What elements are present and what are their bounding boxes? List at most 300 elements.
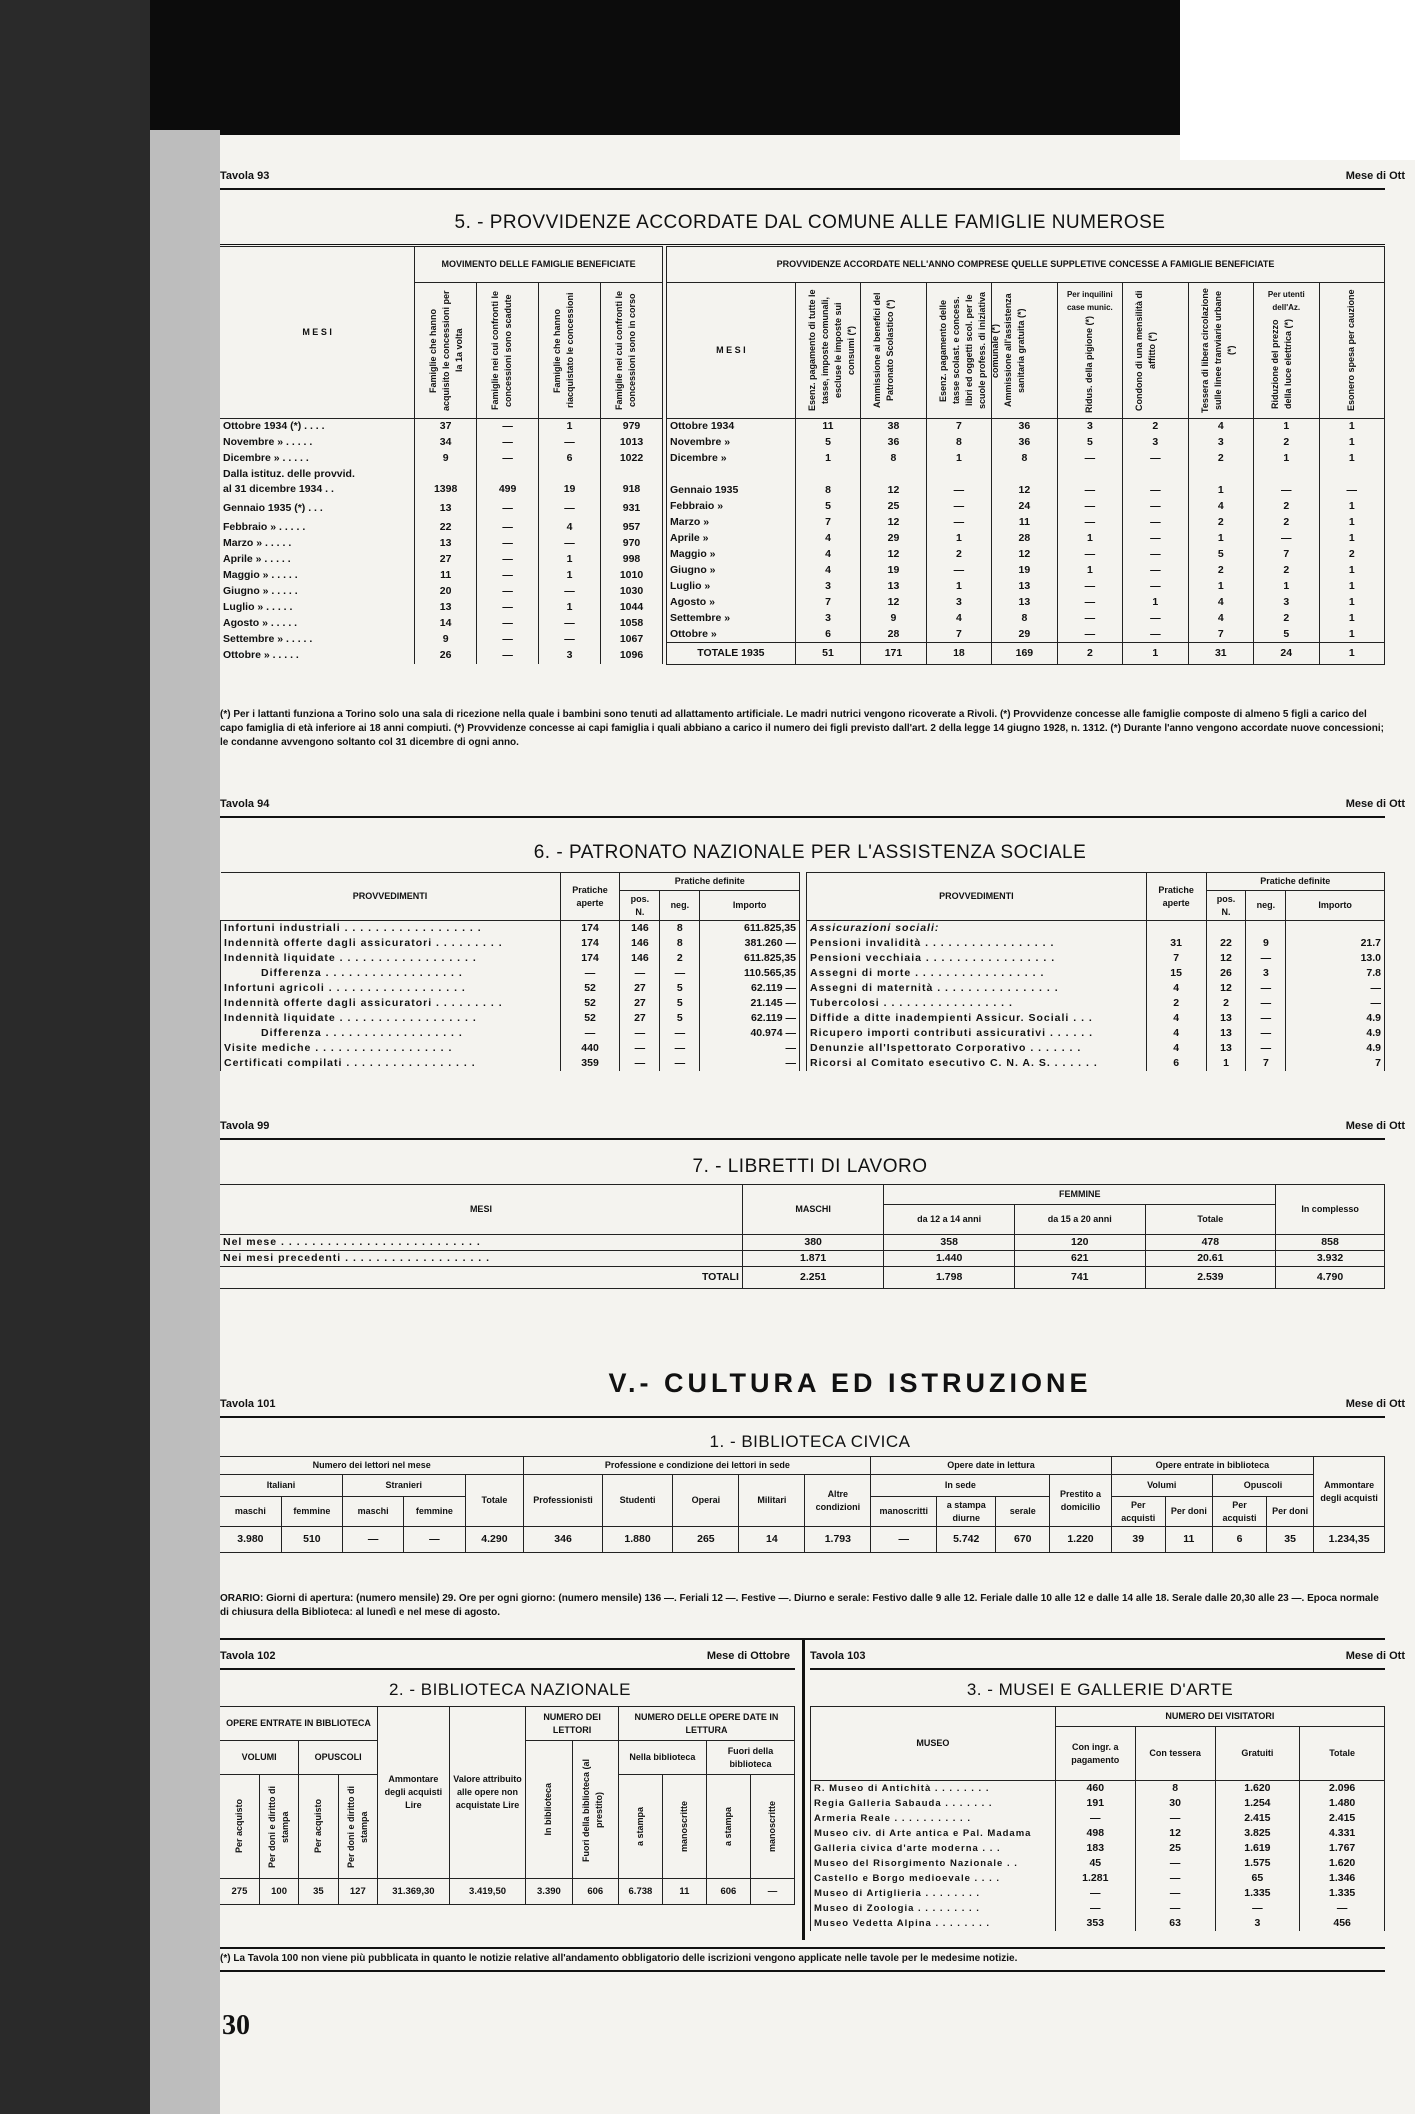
table-cell: [1286, 921, 1385, 937]
row-label: Ricorsi al Comitato esecutivo C. N. A. S. . . . . . .: [807, 1056, 1147, 1071]
table-cell: 1: [1319, 531, 1385, 547]
table-cell: 2: [926, 547, 991, 563]
table-row: [220, 467, 663, 482]
table-cell: [795, 467, 860, 483]
table-row: [811, 1826, 1385, 1841]
table-cell: 29: [861, 531, 926, 547]
tavola-94-label: Tavola 94: [220, 798, 270, 810]
month-label: Ottobre 1934 (*) . . . .: [220, 419, 415, 435]
table-row: [807, 1041, 1385, 1056]
month-label: Luglio » . . . . .: [220, 600, 415, 616]
table-cell: 1398: [415, 482, 477, 498]
table-cell: 1: [1319, 435, 1385, 451]
table-cell: 13: [992, 579, 1057, 595]
per-acquisto-header: Per acquisto: [312, 1799, 323, 1854]
table-cell: 5: [1057, 435, 1122, 451]
table-row: [667, 611, 1385, 627]
table-row: [667, 547, 1385, 563]
table-cell: 146: [620, 936, 660, 951]
table-cell: —: [539, 632, 601, 648]
month-label: Luglio »: [667, 579, 796, 595]
table-cell: 3.932: [1276, 1251, 1385, 1267]
row-label: Diffide a ditte inadempienti Assicur. Sociali . . .: [807, 1011, 1147, 1026]
table-row: [807, 966, 1385, 981]
neg-header: neg.: [1256, 900, 1276, 910]
volumi-header: Volumi: [1147, 1480, 1177, 1490]
value-cell: —: [750, 1879, 794, 1905]
table-cell: 8: [1135, 1781, 1215, 1797]
row-label: Assegni di maternità . . . . . . . . . . . . . . . .: [807, 981, 1147, 996]
table-row: [807, 936, 1385, 951]
stranieri-header: Stranieri: [385, 1480, 422, 1490]
n-header: N.: [635, 906, 645, 917]
provv-header: PROVVEDIMENTI: [352, 891, 428, 901]
table-cell: 174: [560, 921, 620, 937]
aperte-header: Pratiche aperte: [572, 884, 608, 908]
table-cell: 65: [1215, 1871, 1300, 1886]
table-cell: 918: [601, 482, 663, 498]
rule: [220, 188, 1385, 190]
table-row: [811, 1841, 1385, 1856]
professionisti-header: Professionisti: [533, 1495, 593, 1505]
table-cell: 12: [861, 547, 926, 563]
table-cell: 63: [1135, 1916, 1215, 1931]
total-cell: 24: [1254, 643, 1319, 665]
table-cell: 1: [926, 451, 991, 467]
table-cell: 27: [620, 996, 660, 1011]
table-cell: 11: [992, 515, 1057, 531]
nella-biblioteca-header: Nella biblioteca: [629, 1752, 696, 1762]
month-label: Aprile » . . . . .: [220, 552, 415, 568]
value-cell: 3.390: [526, 1879, 572, 1905]
table-cell: —: [1246, 1041, 1286, 1056]
value-cell: 35: [1267, 1527, 1314, 1553]
col-header: Esenz. pagamento di tutte le tasse, imposte comunali, escluse le imposte sui consumi (*): [806, 289, 856, 412]
total-cell: 1: [1319, 643, 1385, 665]
table-cell: [1123, 467, 1188, 483]
tavola-93-label: Tavola 93: [220, 170, 270, 182]
table-cell: 3: [1188, 435, 1253, 451]
table-cell: —: [477, 568, 539, 584]
total-cell: 31: [1188, 643, 1253, 665]
table-cell: 1.335: [1215, 1886, 1300, 1901]
tavola-93-note: (*) Per i lattanti funziona a Torino solo una sala di ricezione nella quale i bambini sono tenuti ad allattamento artificiale. Le madri nutrici vengono ricoverate a Rivoli. (*) Provvidenze concesse alle famiglie composte di almeno 5 figli a carico del capo famiglia di età inferiore ai 18 anni compiuti. (*) Provvidenze concesse ai capi famiglia i quali abbiano a carico il numero dei figli previsto dall'art. 2 della legge 14 giugno 1928, n. 1312. (*) Durante l'anno vengono accordate nuove concessioni; le condanne avvengono soltanto col 31 dicembre di ogni anno.: [220, 709, 1384, 748]
table-cell: 30: [1135, 1796, 1215, 1811]
tavola-102-table: [220, 1706, 795, 1905]
value-cell: 39: [1111, 1527, 1165, 1553]
table-cell: 2.415: [1300, 1811, 1385, 1826]
table-cell: 62.119 —: [700, 1011, 800, 1026]
table-cell: 478: [1145, 1235, 1276, 1251]
total-cell: 169: [992, 643, 1057, 665]
col-header: Famiglie nei cui confronti le concessioni sono scadute: [489, 290, 513, 411]
a-stampa-header: a stampa: [634, 1806, 645, 1847]
maschi-header: MASCHI: [795, 1204, 831, 1214]
table-cell: 15: [1146, 966, 1206, 981]
museum-label: Museo del Risorgimento Nazionale . .: [811, 1856, 1056, 1871]
table-cell: 27: [415, 552, 477, 568]
table-row: [221, 1041, 800, 1056]
table-cell: 120: [1014, 1235, 1145, 1251]
month-label: Agosto » . . . . .: [220, 616, 415, 632]
in-sede-header: In sede: [944, 1480, 976, 1490]
table-cell: 1.620: [1215, 1781, 1300, 1797]
totale-header: Totale: [1197, 1214, 1224, 1224]
table-cell: 611.825,35: [700, 951, 800, 966]
table-cell: 21.145 —: [700, 996, 800, 1011]
aperte-header: Pratiche aperte: [1158, 884, 1194, 908]
table-cell: 25: [1135, 1841, 1215, 1856]
table-cell: —: [477, 435, 539, 451]
rule: [220, 1947, 1385, 1949]
table-row: [220, 451, 663, 467]
row-label: Ricupero importi contributi assicurativi . . . . . .: [807, 1026, 1147, 1041]
table-cell: 52: [560, 981, 620, 996]
table-cell: 1: [1319, 579, 1385, 595]
table-cell: —: [660, 1041, 700, 1056]
table-cell: 1.619: [1215, 1841, 1300, 1856]
month-label: Febbraio » . . . . .: [220, 520, 415, 536]
definite-header: Pratiche definite: [674, 876, 745, 886]
table-cell: —: [1055, 1901, 1135, 1916]
table-row: [220, 600, 663, 616]
studenti-header: Studenti: [619, 1495, 656, 1505]
table-cell: 970: [601, 536, 663, 552]
table-cell: 380: [742, 1235, 883, 1251]
row-label: Nel mese . . . . . . . . . . . . . . . . . . . . . . . . . .: [220, 1235, 742, 1251]
table-cell: 7: [926, 627, 991, 643]
opuscoli-header: Opuscoli: [1243, 1480, 1283, 1490]
table-cell: —: [560, 1026, 620, 1041]
table-cell: 7.8: [1286, 966, 1385, 981]
col-header: Per utenti dell'Az.: [1267, 289, 1305, 312]
month-label: Ottobre »: [667, 627, 796, 643]
table-cell: 12: [1206, 981, 1246, 996]
table-row: [221, 1026, 800, 1041]
table-cell: —: [1135, 1901, 1215, 1916]
tavola-93-right-table: [666, 246, 1385, 665]
table-cell: 20.61: [1145, 1251, 1276, 1267]
table-cell: —: [1300, 1901, 1385, 1916]
table-row: [221, 921, 800, 937]
tavola-94-month: Mese di Ott: [1345, 798, 1405, 810]
month-label: Marzo »: [667, 515, 796, 531]
table-cell: 2: [1188, 563, 1253, 579]
table-cell: 1: [539, 568, 601, 584]
table-cell: 1: [1123, 595, 1188, 611]
table-cell: 1.346: [1300, 1871, 1385, 1886]
table-cell: —: [1215, 1901, 1300, 1916]
table-cell: 1: [1057, 563, 1122, 579]
table-cell: —: [1246, 1011, 1286, 1026]
manoscritte-header: manoscritte: [766, 1800, 777, 1853]
tavola-99-table: [220, 1184, 1385, 1289]
rule: [810, 1668, 1385, 1670]
table-cell: 1: [795, 451, 860, 467]
numero-visitatori-header: NUMERO DEI VISITATORI: [1165, 1711, 1275, 1721]
table-cell: 3: [1123, 435, 1188, 451]
value-cell: 6: [1212, 1527, 1266, 1553]
n-header: N.: [1221, 906, 1231, 917]
table-cell: [1146, 921, 1206, 937]
table-row: [667, 563, 1385, 579]
table-cell: 13: [1206, 1026, 1246, 1041]
tavola-103-title: 3. - MUSEI E GALLERIE D'ARTE: [966, 1680, 1234, 1699]
museum-label: Regia Galleria Sabauda . . . . . . .: [811, 1796, 1056, 1811]
table-cell: 7: [1246, 1056, 1286, 1071]
table-row: [811, 1796, 1385, 1811]
table-cell: 36: [992, 419, 1057, 435]
table-row: [220, 498, 663, 520]
table-cell: 9: [415, 632, 477, 648]
table-cell: 2: [660, 951, 700, 966]
table-cell: —: [1057, 579, 1122, 595]
tavola-103-label: Tavola 103: [810, 1650, 866, 1662]
table-cell: 4: [926, 611, 991, 627]
value-cell: 3.419,50: [449, 1879, 525, 1905]
table-cell: 1: [1319, 595, 1385, 611]
table-row: [220, 435, 663, 451]
table-cell: 13: [1206, 1011, 1246, 1026]
table-cell: 2: [1254, 611, 1319, 627]
value-cell: 1.220: [1050, 1527, 1111, 1553]
table-cell: 1: [926, 579, 991, 595]
valore-header: Valore attribuito alle opere non acquistate Lire: [453, 1774, 522, 1810]
row-label: Indennità liquidate . . . . . . . . . . . . . . . . . .: [221, 951, 561, 966]
table-row: [807, 996, 1385, 1011]
col-header: Condono di una mensilità di affitto (*): [1134, 290, 1158, 411]
table-cell: 1013: [601, 435, 663, 451]
table-cell: —: [1135, 1811, 1215, 1826]
table-cell: 13: [861, 579, 926, 595]
table-cell: 4: [1146, 1041, 1206, 1056]
table-cell: —: [1057, 499, 1122, 515]
table-cell: 5: [795, 499, 860, 515]
month-label: Agosto »: [667, 595, 796, 611]
per-doni-header: Per doni e diritto di stampa: [345, 1785, 369, 1868]
value-cell: 510: [281, 1527, 342, 1553]
museum-label: Museo di Zoologia . . . . . . . . .: [811, 1901, 1056, 1916]
value-cell: 275: [220, 1879, 259, 1905]
femmine-header: femmine: [293, 1506, 331, 1516]
table-cell: 1: [1319, 627, 1385, 643]
tavola-93-left-table: [220, 246, 663, 664]
table-cell: 7: [1188, 627, 1253, 643]
table-cell: 2: [1123, 419, 1188, 435]
table-cell: 4: [1188, 595, 1253, 611]
opere-lettura-header: Opere date in lettura: [947, 1460, 1035, 1470]
table-cell: 12: [1206, 951, 1246, 966]
table-row: [807, 951, 1385, 966]
table-cell: [1319, 467, 1385, 483]
row-label: Differenza . . . . . . . . . . . . . . . . . .: [221, 966, 561, 981]
col-header: Esonero spesa per cauzione: [1346, 289, 1357, 412]
table-row: [811, 1916, 1385, 1931]
table-cell: 456: [1300, 1916, 1385, 1931]
table-cell: —: [1057, 483, 1122, 499]
row-label: Infortuni agricoli . . . . . . . . . . . . . . . . . .: [221, 981, 561, 996]
value-cell: 265: [673, 1527, 739, 1553]
table-cell: 8: [795, 483, 860, 499]
value-cell: 100: [259, 1879, 298, 1905]
table-cell: 2.096: [1300, 1781, 1385, 1797]
table-cell: 3: [795, 579, 860, 595]
month-label: al 31 dicembre 1934 . .: [220, 482, 415, 498]
table-cell: 7: [795, 595, 860, 611]
table-cell: 5: [1254, 627, 1319, 643]
value-cell: 31.369,30: [378, 1879, 450, 1905]
row-label: Indennità liquidate . . . . . . . . . . . . . . . . . .: [221, 1011, 561, 1026]
table-row: [667, 627, 1385, 643]
table-cell: 4.9: [1286, 1026, 1385, 1041]
value-cell: 5.742: [937, 1527, 996, 1553]
museum-label: Castello e Borgo medioevale . . . .: [811, 1871, 1056, 1886]
table-row: [220, 552, 663, 568]
neg-header: neg.: [670, 900, 690, 910]
table-cell: —: [1123, 579, 1188, 595]
table-cell: —: [477, 498, 539, 520]
table-cell: —: [620, 1026, 660, 1041]
tavola-99-month: Mese di Ott: [1345, 1120, 1405, 1132]
table-cell: —: [1246, 1026, 1286, 1041]
maschi-header: maschi: [234, 1506, 266, 1516]
table-cell: —: [477, 616, 539, 632]
table-cell: 4: [795, 531, 860, 547]
table-cell: 858: [1276, 1235, 1385, 1251]
table-cell: —: [539, 435, 601, 451]
numero-lettori-header: Numero dei lettori nel mese: [312, 1460, 431, 1470]
table-cell: 1.440: [884, 1251, 1015, 1267]
value-cell: 3.980: [220, 1527, 281, 1553]
table-cell: 1.480: [1300, 1796, 1385, 1811]
table-row: [667, 531, 1385, 547]
table-cell: —: [926, 563, 991, 579]
pos-header: pos.: [630, 893, 650, 904]
table-cell: 7: [1254, 547, 1319, 563]
month-label: Marzo » . . . . .: [220, 536, 415, 552]
table-cell: 19: [861, 563, 926, 579]
per-doni-header: Per doni e diritto di stampa: [267, 1785, 291, 1868]
table-cell: 6: [795, 627, 860, 643]
table-cell: 25: [861, 499, 926, 515]
table-cell: 4: [1188, 419, 1253, 435]
in-biblioteca-header: In biblioteca: [543, 1783, 554, 1836]
footnote: (*) La Tavola 100 non viene più pubblicata in quanto le notizie relative all'andamento obbligatorio delle iscrizioni vengono applicate nelle tavole per le medesime notizie.: [220, 1953, 1018, 1964]
page-number: 30: [222, 2010, 250, 2041]
table-cell: 4: [795, 563, 860, 579]
table-cell: —: [1057, 451, 1122, 467]
tavola-101-table: [220, 1456, 1385, 1553]
table-cell: [1254, 467, 1319, 483]
month-label: Novembre »: [667, 435, 796, 451]
rule: [220, 244, 1385, 245]
table-cell: 4: [539, 520, 601, 536]
table-cell: 5: [660, 996, 700, 1011]
table-cell: 2: [1206, 996, 1246, 1011]
value-cell: —: [871, 1527, 937, 1553]
month-label: Maggio » . . . . .: [220, 568, 415, 584]
table-cell: 12: [861, 483, 926, 499]
table-cell: —: [1286, 981, 1385, 996]
table-cell: 1: [539, 419, 601, 435]
table-cell: —: [1057, 627, 1122, 643]
tavola-99-title: 7. - LIBRETTI DI LAVORO: [692, 1156, 928, 1177]
table-cell: —: [1246, 951, 1286, 966]
age-15-20-header: da 15 a 20 anni: [1047, 1214, 1112, 1224]
age-12-14-header: da 12 a 14 anni: [917, 1214, 982, 1224]
table-cell: —: [1123, 563, 1188, 579]
value-cell: 6.738: [618, 1879, 662, 1905]
table-row: [220, 1235, 1385, 1251]
table-row: [811, 1901, 1385, 1916]
table-cell: 3: [926, 595, 991, 611]
table-cell: —: [1123, 547, 1188, 563]
month-label: Gennaio 1935: [667, 483, 796, 499]
table-cell: 979: [601, 419, 663, 435]
col-header: Ammissione ai benefici del Patronato Scolastico (*): [872, 292, 896, 409]
table-cell: 3: [1215, 1916, 1300, 1931]
month-label: Febbraio »: [667, 499, 796, 515]
value-cell: 14: [739, 1527, 805, 1553]
right-mesi-header: M E S I: [716, 345, 746, 355]
definite-header: Pratiche definite: [1260, 876, 1331, 886]
table-cell: [926, 467, 991, 483]
professione-header: Professione e condizione dei lettori in sede: [604, 1460, 790, 1470]
table-cell: 110.565,35: [700, 966, 800, 981]
row-label: Nei mesi precedenti . . . . . . . . . . . . . . . . . . .: [220, 1251, 742, 1267]
col-header: Famiglie nei cui confronti le concessioni sono in corso: [613, 290, 637, 411]
table-cell: 1: [1319, 499, 1385, 515]
museum-label: Galleria civica d'arte moderna . . .: [811, 1841, 1056, 1856]
col-header: Riduzione del prezzo della luce elettrica (*): [1270, 318, 1294, 409]
table-cell: 1.254: [1215, 1796, 1300, 1811]
numero-lettori-header: NUMERO DEI LETTORI: [543, 1711, 601, 1735]
table-cell: 4: [1146, 1011, 1206, 1026]
table-cell: —: [539, 498, 601, 520]
row-label: Visite mediche . . . . . . . . . . . . . . . . . .: [221, 1041, 561, 1056]
table-cell: 5: [795, 435, 860, 451]
diurne-header: diurne: [952, 1512, 980, 1523]
table-cell: —: [1055, 1886, 1135, 1901]
scan-corner-notch: [1180, 0, 1415, 170]
rule: [220, 1970, 1385, 1972]
value-cell: 1.234,35: [1314, 1527, 1385, 1553]
total-row: [220, 1267, 1385, 1289]
table-cell: —: [1123, 451, 1188, 467]
table-cell: 1.575: [1215, 1856, 1300, 1871]
table-cell: 36: [861, 435, 926, 451]
table-cell: 1: [539, 600, 601, 616]
table-cell: 1096: [601, 648, 663, 664]
table-cell: —: [1123, 483, 1188, 499]
table-row: [221, 981, 800, 996]
total-cell: 2.251: [742, 1267, 883, 1289]
table-cell: 22: [415, 520, 477, 536]
table-cell: [539, 467, 601, 482]
table-cell: 1: [1057, 531, 1122, 547]
table-row: [811, 1811, 1385, 1826]
row-label: Pensioni invalidità . . . . . . . . . . . . . . . . .: [807, 936, 1147, 951]
table-cell: 2: [1254, 515, 1319, 531]
month-label: Giugno »: [667, 563, 796, 579]
value-cell: 1.793: [805, 1527, 871, 1553]
table-cell: 13.0: [1286, 951, 1385, 966]
table-cell: 19: [992, 563, 1057, 579]
table-row: [811, 1886, 1385, 1901]
rule: [220, 1138, 1385, 1140]
row-label: Tubercolosi . . . . . . . . . . . . . . . . .: [807, 996, 1147, 1011]
table-cell: —: [1135, 1856, 1215, 1871]
